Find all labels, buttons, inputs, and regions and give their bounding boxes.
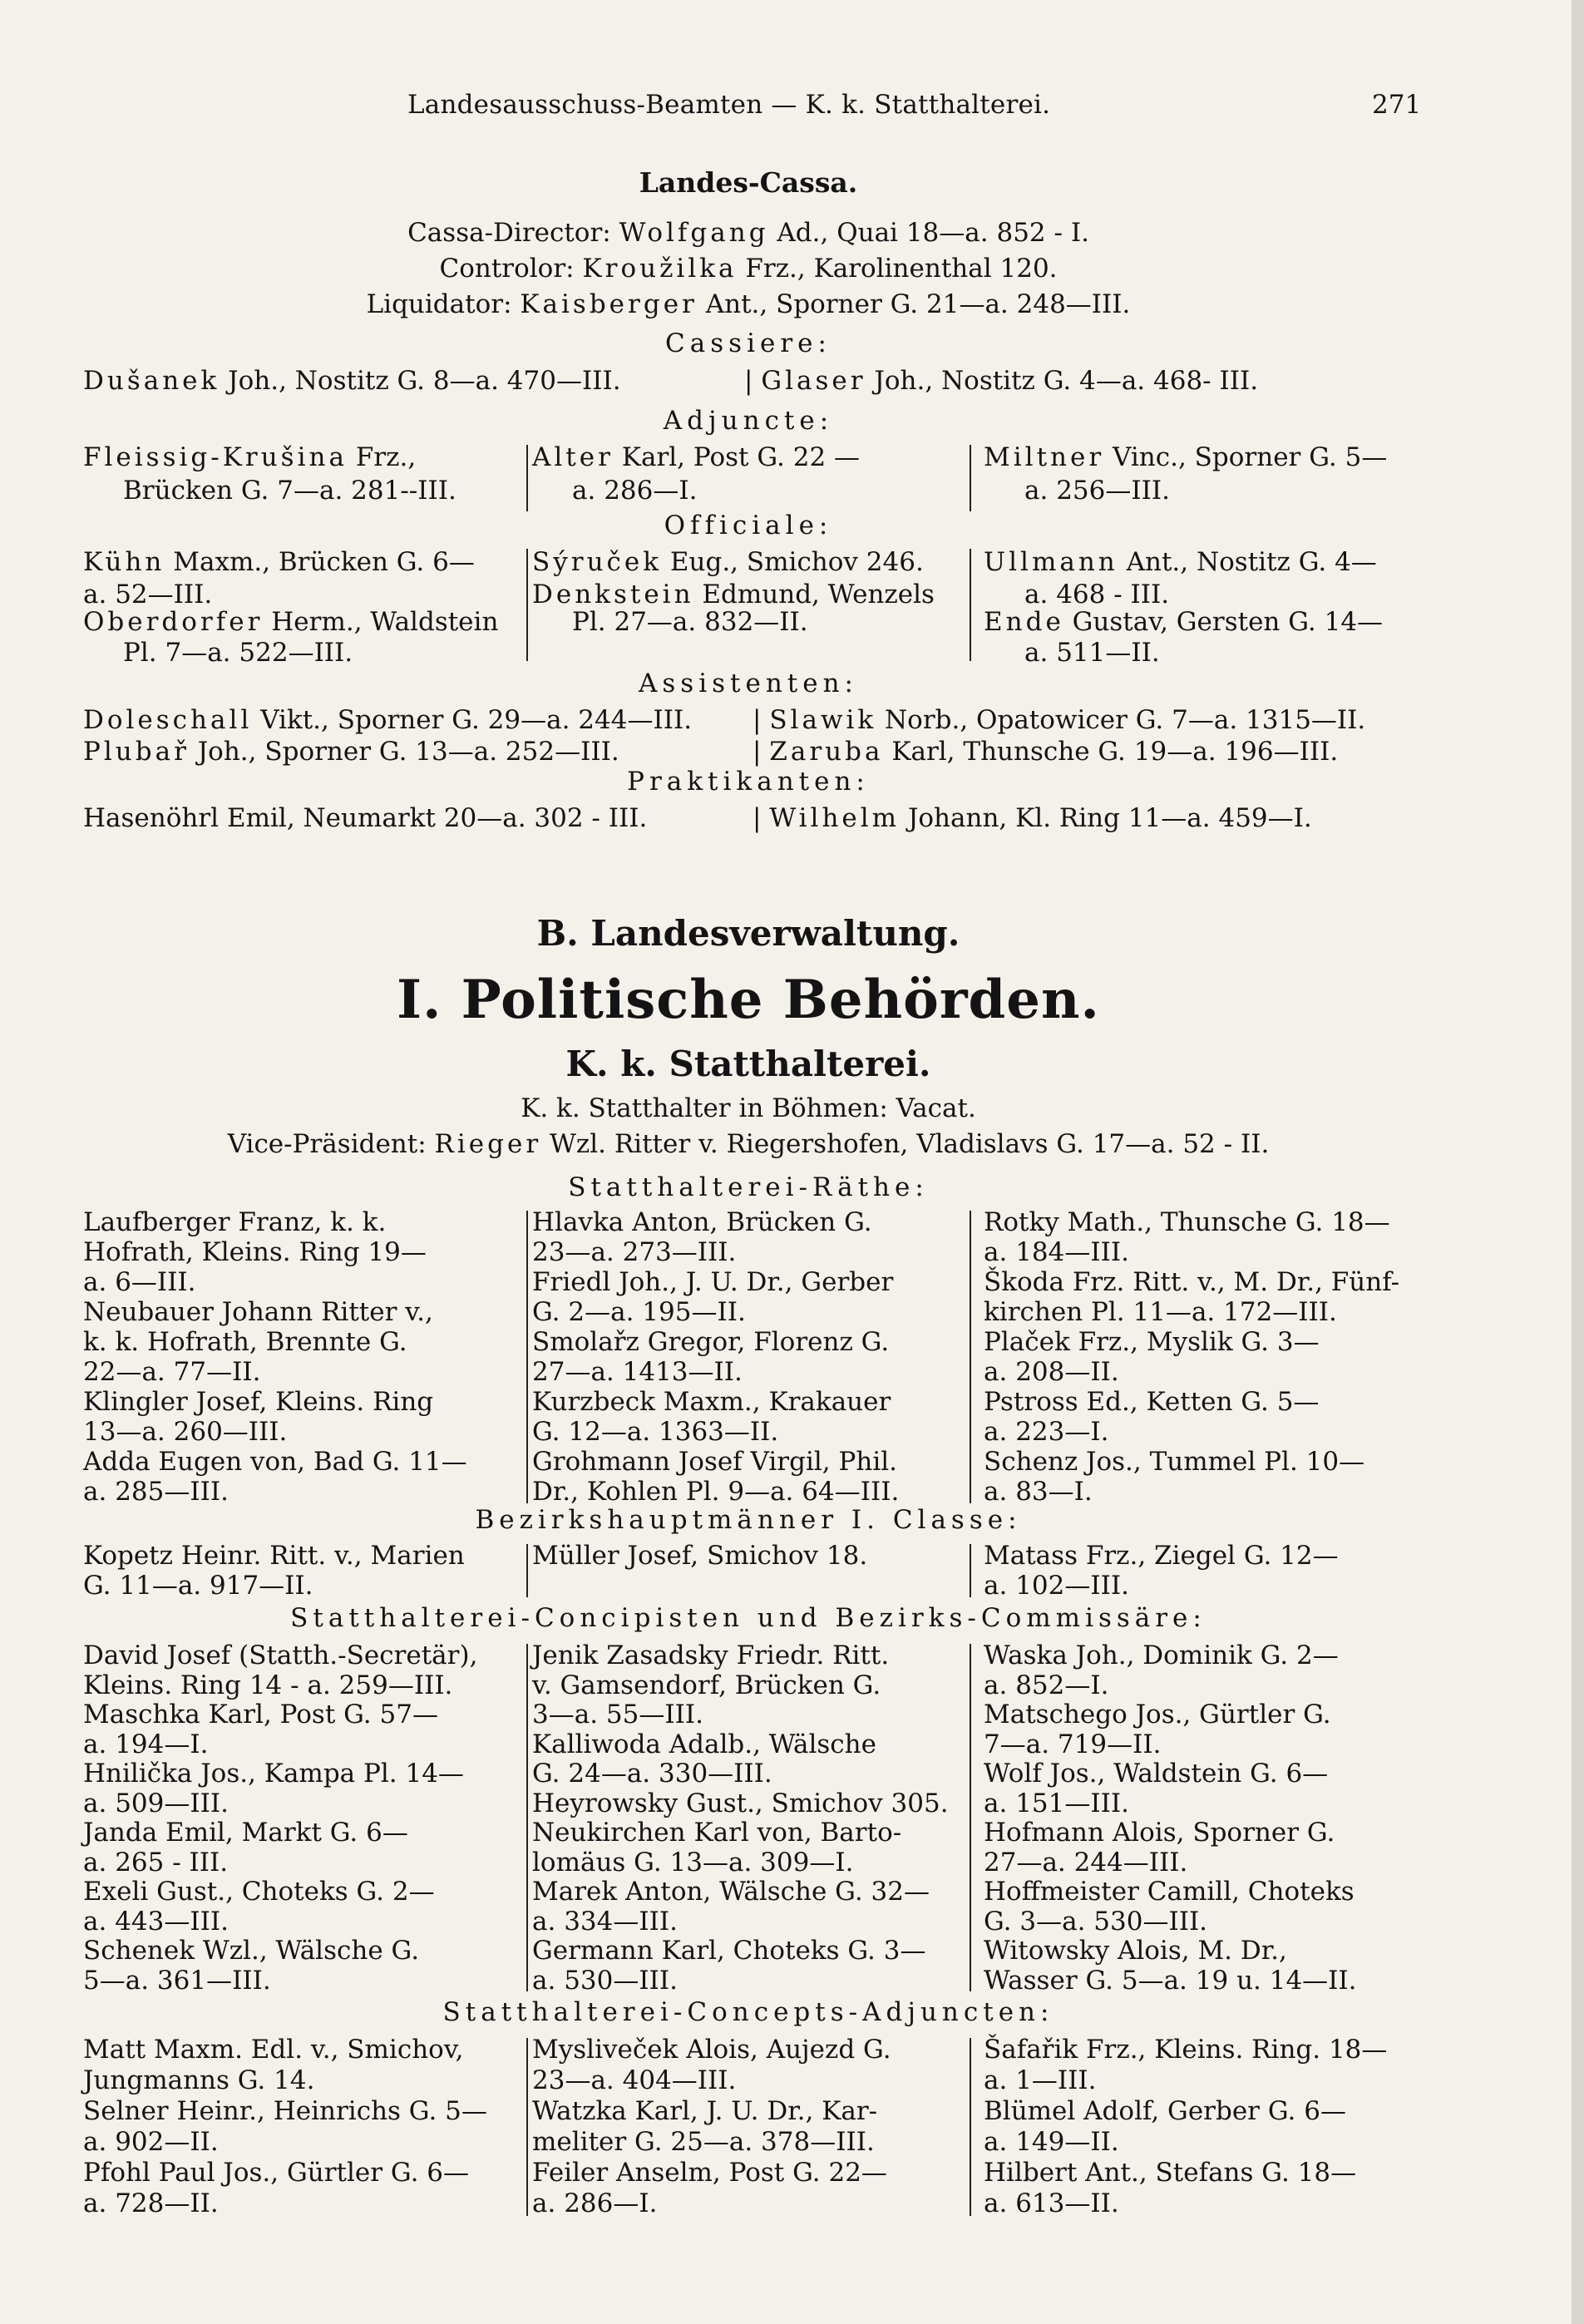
- adjuncten-line: a. 286—I.: [532, 2188, 658, 2218]
- raethe-line: Škoda Frz. Ritt. v., M. Dr., Fünf-: [984, 1267, 1400, 1297]
- bezirk-line: Müller Josef, Smichov 18.: [532, 1541, 868, 1571]
- raethe-line: a. 285—III.: [83, 1477, 229, 1507]
- raethe-line: a. 208—II.: [984, 1357, 1119, 1387]
- concipisten-line: 7—a. 719—II.: [984, 1729, 1162, 1759]
- adjuncten-heading: Statthalterei-Concepts-Adjuncten:: [442, 1997, 1054, 2027]
- official-entry: Oberdorfer Herm., Waldstein: [83, 607, 499, 637]
- raethe-line: Grohmann Josef Virgil, Phil.: [532, 1447, 898, 1477]
- adjuncten-line: Selner Heinr., Heinrichs G. 5—: [83, 2096, 487, 2126]
- assistent-entry: Doleschall Vikt., Sporner G. 29—a. 244—III.: [83, 705, 693, 735]
- raethe-line: Kurzbeck Maxm., Krakauer: [532, 1387, 891, 1417]
- adjuncten-line: Matt Maxm. Edl. v., Smichov,: [83, 2035, 464, 2065]
- praktikant-entry: | Wilhelm Johann, Kl. Ring 11—a. 459—I.: [753, 803, 1312, 833]
- official-entry: Denkstein Edmund, Wenzels: [532, 580, 935, 609]
- concipisten-line: lomäus G. 13—a. 309—I.: [532, 1847, 854, 1877]
- raethe-line: Pstross Ed., Ketten G. 5—: [984, 1387, 1320, 1417]
- concipisten-line: Wolf Jos., Waldstein G. 6—: [984, 1759, 1329, 1789]
- concipisten-line: G. 3—a. 530—III.: [984, 1906, 1208, 1937]
- raethe-line: a. 6—III.: [83, 1267, 196, 1297]
- raethe-line: Adda Eugen von, Bad G. 11—: [83, 1447, 467, 1477]
- adjuncten-line: Mysliveček Alois, Aujezd G.: [532, 2035, 891, 2065]
- adjunct-entry-cont: a. 286—I.: [572, 476, 698, 506]
- adjuncten-line: a. 728—II.: [83, 2188, 219, 2218]
- raethe-line: Laufberger Franz, k. k.: [83, 1207, 387, 1237]
- cassiere-entry: Dušanek Joh., Nostitz G. 8—a. 470—III.: [83, 366, 621, 396]
- section-i-title: I. Politische Behörden.: [397, 969, 1100, 1031]
- column-rule: [970, 2038, 971, 2216]
- official-entry-cont: Pl. 7—a. 522—III.: [123, 638, 353, 668]
- concipisten-line: 3—a. 55—III.: [532, 1700, 703, 1729]
- concipisten-heading: Statthalterei-Concipisten und Bezirks-Commissäre:: [290, 1603, 1207, 1633]
- adjuncten-line: 23—a. 404—III.: [532, 2065, 737, 2095]
- adjuncten-line: Šafařik Frz., Kleins. Ring. 18—: [984, 2035, 1388, 2065]
- concipisten-line: Wasser G. 5—a. 19 u. 14—II.: [984, 1965, 1357, 1996]
- official-entry: Kühn Maxm., Brücken G. 6—: [83, 547, 475, 577]
- column-rule: [526, 445, 528, 511]
- adjunct-entry-cont: Brücken G. 7—a. 281--III.: [123, 476, 456, 506]
- concipisten-line: v. Gamsendorf, Brücken G.: [532, 1670, 881, 1700]
- concipisten-line: Waska Joh., Dominik G. 2—: [984, 1641, 1339, 1670]
- raethe-line: kirchen Pl. 11—a. 172—III.: [984, 1297, 1337, 1327]
- column-rule: [970, 1544, 971, 1597]
- officiale-heading: Officiale:: [664, 511, 833, 540]
- concipisten-line: Neukirchen Karl von, Barto-: [532, 1818, 902, 1848]
- praktikant-entry: Hasenöhrl Emil, Neumarkt 20—a. 302 - III.: [83, 803, 648, 833]
- adjuncte-heading: Adjuncte:: [663, 406, 834, 436]
- raethe-line: Schenz Jos., Tummel Pl. 10—: [984, 1447, 1365, 1477]
- assistent-entry: | Zaruba Karl, Thunsche G. 19—a. 196—III.: [753, 737, 1339, 767]
- raethe-line: Smolařz Gregor, Florenz G.: [532, 1327, 890, 1357]
- concipisten-line: Hofmann Alois, Sporner G.: [984, 1818, 1335, 1848]
- concipisten-line: Jenik Zasadsky Friedr. Ritt.: [532, 1641, 890, 1670]
- cassa-title: Landes-Cassa.: [639, 166, 858, 199]
- concipisten-line: a. 530—III.: [532, 1965, 678, 1996]
- concipisten-line: Marek Anton, Wälsche G. 32—: [532, 1877, 930, 1907]
- vice-president-line: Vice-Präsident: Rieger Wzl. Ritter v. Riegershofen, Vladislavs G. 17—a. 52 - II.: [227, 1129, 1270, 1159]
- raethe-line: k. k. Hofrath, Brennte G.: [83, 1327, 407, 1357]
- concipisten-line: a. 852—I.: [984, 1670, 1109, 1700]
- raethe-line: Hofrath, Kleins. Ring 19—: [83, 1237, 427, 1267]
- running-title: Landesausschuss-Beamten — K. k. Statthalterei.: [407, 90, 1051, 120]
- concipisten-line: Schenek Wzl., Wälsche G.: [83, 1936, 420, 1966]
- column-rule: [526, 1544, 528, 1597]
- bezirk-heading: Bezirkshauptmänner I. Classe:: [475, 1505, 1022, 1535]
- official-entry: Ende Gustav, Gersten G. 14—: [984, 607, 1384, 637]
- concipisten-line: Germann Karl, Choteks G. 3—: [532, 1936, 926, 1966]
- raethe-line: Friedl Joh., J. U. Dr., Gerber: [532, 1267, 894, 1297]
- column-rule: [970, 445, 971, 511]
- adjuncten-line: Feiler Anselm, Post G. 22—: [532, 2158, 887, 2188]
- concipisten-line: Maschka Karl, Post G. 57—: [83, 1700, 438, 1729]
- concipisten-line: a. 509—III.: [83, 1788, 229, 1818]
- assistent-entry: | Slawik Norb., Opatowicer G. 7—a. 1315—II.: [753, 705, 1366, 735]
- concipisten-line: Heyrowsky Gust., Smichov 305.: [532, 1788, 949, 1818]
- raethe-heading: Statthalterei-Räthe:: [568, 1172, 929, 1202]
- raethe-line: a. 83—I.: [984, 1477, 1093, 1507]
- column-rule: [970, 549, 971, 661]
- concipisten-line: Janda Emil, Markt G. 6—: [83, 1818, 408, 1848]
- official-entry-cont: a. 511—II.: [1024, 638, 1160, 668]
- concipisten-line: Witowsky Alois, M. Dr.,: [984, 1936, 1287, 1966]
- concipisten-line: Exeli Gust., Choteks G. 2—: [83, 1877, 435, 1907]
- adjuncten-line: a. 149—II.: [984, 2127, 1119, 2157]
- raethe-line: 22—a. 77—II.: [83, 1357, 261, 1387]
- raethe-line: 13—a. 260—III.: [83, 1417, 288, 1447]
- adjuncten-line: Jungmanns G. 14.: [83, 2065, 315, 2095]
- column-rule: [970, 1211, 971, 1503]
- adjuncten-line: meliter G. 25—a. 378—III.: [532, 2127, 875, 2157]
- raethe-line: G. 12—a. 1363—II.: [532, 1417, 779, 1447]
- adjuncten-line: a. 613—II.: [984, 2188, 1119, 2218]
- adjuncten-line: a. 902—II.: [83, 2127, 219, 2157]
- bezirk-line: G. 11—a. 917—II.: [83, 1571, 313, 1601]
- official-entry-cont: a. 468 - III.: [1024, 580, 1170, 609]
- concipisten-line: Kalliwoda Adalb., Wälsche: [532, 1729, 876, 1759]
- adjuncten-line: Blümel Adolf, Gerber G. 6—: [984, 2096, 1346, 2126]
- concipisten-line: 27—a. 244—III.: [984, 1847, 1188, 1877]
- concipisten-line: Kleins. Ring 14 - a. 259—III.: [83, 1670, 453, 1700]
- adjunct-entry: Miltner Vinc., Sporner G. 5—: [984, 442, 1388, 472]
- concipisten-line: Matschego Jos., Gürtler G.: [984, 1700, 1331, 1729]
- raethe-line: Hlavka Anton, Brücken G.: [532, 1207, 872, 1237]
- director-name: Wolfgang: [619, 218, 769, 248]
- adjuncten-line: Hilbert Ant., Stefans G. 18—: [984, 2158, 1357, 2188]
- adjunct-entry: Fleissig-Krušina Frz.,: [83, 442, 417, 472]
- official-entry-cont: Pl. 27—a. 832—II.: [572, 607, 808, 637]
- column-rule: [526, 2038, 528, 2216]
- cassa-liquidator: Liquidator: Kaisberger Ant., Sporner G. 21—a. 248—III.: [366, 289, 1131, 319]
- concipisten-line: a. 443—III.: [83, 1906, 229, 1937]
- raethe-line: Plaček Frz., Myslik G. 3—: [984, 1327, 1320, 1357]
- raethe-line: a. 184—III.: [984, 1237, 1129, 1267]
- raethe-line: Rotky Math., Thunsche G. 18—: [984, 1207, 1390, 1237]
- raethe-line: 27—a. 1413—II.: [532, 1357, 743, 1387]
- concipisten-line: a. 265 - III.: [83, 1847, 229, 1877]
- official-entry-cont: a. 52—III.: [83, 580, 213, 609]
- adjuncten-line: Pfohl Paul Jos., Gürtler G. 6—: [83, 2158, 470, 2188]
- praktikanten-heading: Praktikanten:: [627, 767, 870, 797]
- raethe-line: G. 2—a. 195—II.: [532, 1297, 746, 1327]
- adjunct-entry: Alter Karl, Post G. 22 —: [532, 442, 861, 472]
- concipisten-line: a. 194—I.: [83, 1729, 209, 1759]
- raethe-line: a. 223—I.: [984, 1417, 1109, 1447]
- column-rule: [526, 1211, 528, 1503]
- concipisten-line: 5—a. 361—III.: [83, 1965, 271, 1996]
- bezirk-line: Matass Frz., Ziegel G. 12—: [984, 1541, 1339, 1571]
- concipisten-line: David Josef (Statth.-Secretär),: [83, 1641, 478, 1670]
- concipisten-line: G. 24—a. 330—III.: [532, 1759, 772, 1789]
- column-rule: [526, 549, 528, 661]
- statthalter-line: K. k. Statthalter in Böhmen: Vacat.: [521, 1093, 976, 1123]
- adjunct-entry-cont: a. 256—III.: [1024, 476, 1170, 506]
- bezirk-line: a. 102—III.: [984, 1571, 1129, 1601]
- raethe-line: 23—a. 273—III.: [532, 1237, 737, 1267]
- section-b-title: B. Landesverwaltung.: [536, 913, 960, 954]
- concipisten-line: a. 334—III.: [532, 1906, 678, 1937]
- column-rule: [526, 1644, 528, 1991]
- page-number: 271: [1372, 90, 1422, 120]
- official-entry: Ullmann Ant., Nostitz G. 4—: [984, 547, 1377, 577]
- concipisten-line: Hnilička Jos., Kampa Pl. 14—: [83, 1759, 464, 1789]
- page-edge: [1572, 0, 1584, 2324]
- official-entry: Sýruček Eug., Smichov 246.: [532, 547, 924, 577]
- adjuncten-line: Watzka Karl, J. U. Dr., Kar-: [532, 2096, 878, 2126]
- assistent-entry: Plubař Joh., Sporner G. 13—a. 252—III.: [83, 737, 619, 767]
- cassa-director: Cassa-Director: Wolfgang Ad., Quai 18—a. 852 - I.: [407, 218, 1089, 248]
- cassiere-heading: Cassiere:: [665, 328, 831, 358]
- column-rule: [970, 1644, 971, 1991]
- raethe-line: Klingler Josef, Kleins. Ring: [83, 1387, 434, 1417]
- assistenten-heading: Assistenten:: [638, 669, 858, 698]
- statthalterei-title: K. k. Statthalterei.: [565, 1044, 931, 1084]
- raethe-line: Dr., Kohlen Pl. 9—a. 64—III.: [532, 1477, 900, 1507]
- bezirk-line: Kopetz Heinr. Ritt. v., Marien: [83, 1541, 465, 1571]
- concipisten-line: a. 151—III.: [984, 1788, 1129, 1818]
- cassa-controlor: Controlor: Kroužilka Frz., Karolinenthal 120.: [439, 254, 1058, 284]
- concipisten-line: Hoffmeister Camill, Choteks: [984, 1877, 1355, 1907]
- adjuncten-line: a. 1—III.: [984, 2065, 1097, 2095]
- cassiere-entry: | Glaser Joh., Nostitz G. 4—a. 468- III.: [744, 366, 1259, 396]
- raethe-line: Neubauer Johann Ritter v.,: [83, 1297, 433, 1327]
